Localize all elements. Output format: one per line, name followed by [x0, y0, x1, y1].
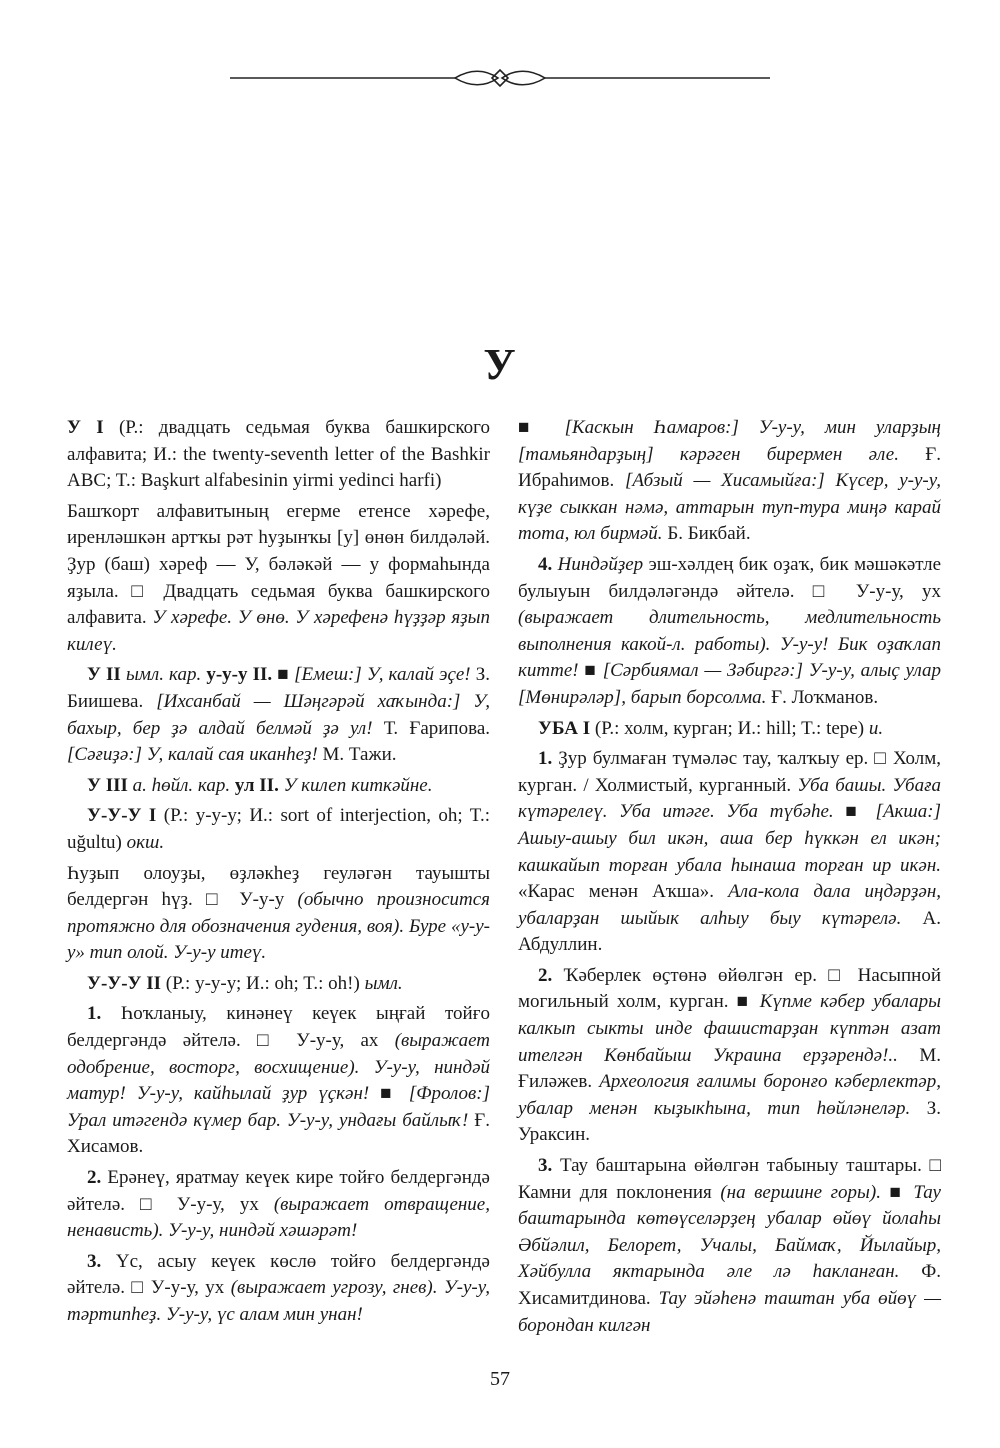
dictionary-paragraph: 2. Ерәнеү, яратмау кеүек кире тойғо белдергәндә әйтелә. □ У-у-у, ух (выражает отвращение, ненависть). У-у-у, ниндәй хәшәрәт!	[67, 1167, 490, 1242]
dictionary-paragraph: 4. Ниндәйҙер эш-хәлдең бик оҙаҡ, бик мәшәкәтле булыуын билдәләгәндә әйтелә. □ У-у-у, ух (выражает длительность, медлительность выполнения какой-л. работы). У-у-у! Бик оҙаҡлап китте! ■ [Сәрбиямал — Зәбиргә:] У-у-у, алыҫ улар [Мөнирәләр], барып борсолма. Ғ. Лоҡманов.	[518, 553, 942, 708]
dictionary-paragraph: У I (Р.: двадцать седьмая буква башкирского алфавита; И.: the twenty-seventh letter of the Bashkir ABC; T.: Başkurt alfabesinin yirmi yedinci harfi)	[67, 417, 490, 492]
dictionary-paragraph: У II ымл. кар. у-у-у II. ■ [Емеш:] У, калай эҫе! З. Биишева. [Ихсанбай — Шәңгәрәй хаҡында:] У, бахыр, бер ҙә алдай белмәй ҙә ул! Т. Ғарипова. [Сәғиҙә:] У, калай сая иканһеҙ! М. Тажи.	[67, 664, 491, 766]
dictionary-paragraph: 1. Ҙур булмаған түмәләс тау, ҡалҡыу ер. □ Холм, курган. / Холмистый, курганный. Уба башы. Убаға күтәрелеү. Уба итәге. Уба түбәһе. ■ [Акша:] Ашыу-ашыу бил икән, аша бер һүккән ел икән; кашкайып торған убала һынаша торған ир икән. «Карас менән Аҡша». Ала-кола дала иңдәрҙән, убаларҙан шыйык алһыу быу күтәрелә. А. Абдуллин.	[518, 748, 942, 956]
dictionary-paragraph: 1. Һоҡланыу, кинәнеү кеүек ыңғай тойғо белдергәндә әйтелә. □ У-у-у, ах (выражает одобрение, восторг, восхищение). У-у-у, ниндәй матур! У-у-у, кайһылай ҙур үҫкән! ■ [Фролов:] Урал итәгендә күмер бар. У-у-у, ундағы байлыҡ! Ғ. Хисамов.	[67, 1003, 491, 1158]
dictionary-paragraph: УБА I (Р.: холм, курган; И.: hill; T.: tepe) и.	[538, 717, 884, 739]
dictionary-paragraph: 3. Тау баштарына өйөлгән табыныу таштары. □ Камни для поклонения (на вершине горы). ■ Тау баштарында көтөүселәрҙең убалар өйөү йолаһы Әбйәлил, Белорет, Учалы, Баймаҡ, Йылайыр, Хәйбулла яктарында әле лә һакланған. Ф. Хисамитдинова. Тау эйәһенә таштан уба өйөү — борондан килгән	[518, 1155, 941, 1336]
dictionary-paragraph: У-У-У II (Р.: у-у-у; И.: oh; T.: oh!) ымл.	[87, 972, 403, 994]
section-letter-heading: У	[483, 340, 517, 389]
page-number: 57	[490, 1368, 510, 1390]
dictionary-paragraph: ■ [Каскын Һамаров:] У-у-у, мин уларҙың [тамьяндарҙың] кәрәген бирермен әле. Ғ. Ибраһимов. [Абзый — Хисамыйға:] Күсер, у-у-у, күҙе сыккан нәмә, аттарын туп-тура миңә карай тота, юл бирмәй. Б. Бикбай.	[518, 417, 942, 545]
dictionary-paragraph: 2. Ҡәберлек өҫтөнә өйөлгән ер. □ Насыпной могильный холм, курган. ■ Күпме кәбер убалары калкып сыкты инде фашистарҙан күптән азат ителгән Көнбайыш Украина ерҙәрендә!.. М. Ғиләжев. Археология ғалимы боронғо кәберлектәр, убалар менән кыҙыкһына, тип һөйләнеләр. З. Ураксин.	[518, 964, 941, 1146]
dictionary-paragraph: У III а. һөйл. кар. ул II. У килеп киткәйне.	[87, 774, 433, 796]
dictionary-paragraph: У-У-У I (Р.: у-у-у; И.: sort of interjection, oh; T.: uğultu) окш.	[67, 805, 490, 853]
dictionary-paragraph: Һуҙып олоуҙы, өҙләкһеҙ геуләгән тауышты белдергән һүҙ. □ У-у-у (обычно произносится протяжно для обозначения гудения, воя). Буре «у-у-у» тип олой. У-у-у итеү.	[67, 862, 491, 964]
dictionary-paragraph: Башҡорт алфавитының егерме етенсе хәрефе, иренләшкән артҡы рәт һуҙынҡы [у] өнөн билдәләй. Ҙур (баш) хәреф — У, бәләкәй — у формаһында яҙыла. □ Двадцать седьмая буква башкирского алфавита. У хәрефе. У өнө. У хәрефенә һүҙҙәр яҙып килеү.	[67, 500, 490, 655]
dictionary-paragraph: 3. Үс, асыу кеүек көслө тойғо белдергәндә әйтелә. □ У-у-у, ух (выражает угрозу, гнев). У-у-у, тәртипһеҙ. У-у-у, үс алам мин унан!	[67, 1250, 490, 1325]
left-column	[67, 415, 490, 1333]
right-column	[518, 415, 941, 1343]
header-ornament	[230, 63, 770, 93]
